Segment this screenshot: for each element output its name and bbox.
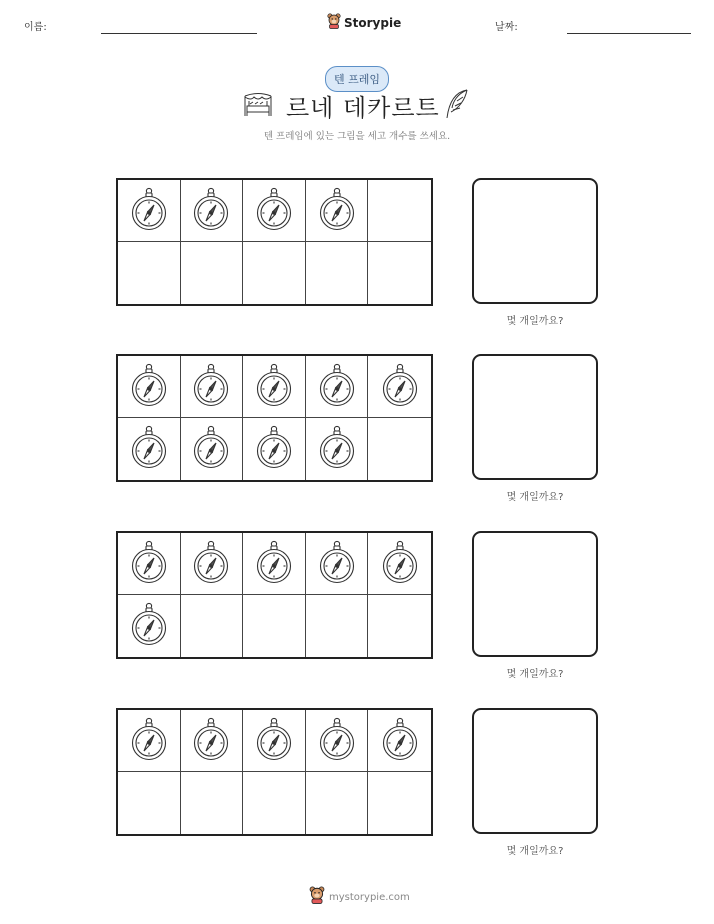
answer-box[interactable]: [472, 354, 598, 480]
quill-feather-icon: [443, 88, 471, 126]
ten-frame: [116, 531, 433, 659]
ten-frame-cell: [243, 595, 306, 657]
footer: [309, 886, 410, 908]
ten-frame-cell: [118, 533, 181, 595]
compass-icon: [254, 363, 294, 411]
ten-frame-cell: [243, 772, 306, 834]
ten-frame: [116, 178, 433, 306]
ten-frame-cell: [243, 710, 306, 772]
canopy-bed-icon: [242, 92, 274, 122]
compass-icon: [191, 425, 231, 473]
instructions: 텐 프레임에 있는 그림을 세고 개수를 쓰세요.: [263, 131, 451, 142]
compass-icon: [317, 363, 357, 411]
ten-frame-cell: [243, 180, 306, 242]
ten-frame-cell: [368, 772, 431, 834]
topic-pill: 텐 프레임: [325, 66, 389, 92]
question-label: 몇 개일까요?: [506, 492, 564, 503]
compass-icon: [380, 363, 420, 411]
compass-icon: [380, 540, 420, 588]
footer-url: mystorypie.com: [329, 891, 410, 903]
compass-icon: [317, 187, 357, 235]
ten-frame-cell: [368, 418, 431, 480]
ten-frame-cell: [306, 242, 369, 304]
ten-frame-cell: [181, 356, 244, 418]
compass-icon: [129, 187, 169, 235]
ten-frame: [116, 708, 433, 836]
ten-frame-cell: [368, 356, 431, 418]
ten-frame-cell: [181, 710, 244, 772]
question-label: 몇 개일까요?: [506, 846, 564, 857]
ten-frame-cell: [181, 418, 244, 480]
bear-icon: [327, 13, 341, 33]
ten-frame-cell: [181, 242, 244, 304]
ten-frame-cell: [118, 772, 181, 834]
compass-icon: [129, 540, 169, 588]
ten-frame-cell: [306, 356, 369, 418]
ten-frame-cell: [243, 418, 306, 480]
compass-icon: [254, 187, 294, 235]
ten-frame-cell: [306, 418, 369, 480]
compass-icon: [254, 540, 294, 588]
ten-frame-cell: [306, 595, 369, 657]
name-field[interactable]: [101, 33, 257, 34]
brand-name: Storypie: [344, 16, 402, 30]
brand-logo: [327, 13, 401, 33]
ten-frame-cell: [181, 533, 244, 595]
ten-frame-cell: [243, 242, 306, 304]
ten-frame-cell: [368, 242, 431, 304]
ten-frame-cell: [118, 356, 181, 418]
ten-frame-cell: [306, 710, 369, 772]
compass-icon: [191, 187, 231, 235]
ten-frame-cell: [306, 533, 369, 595]
ten-frame-cell: [181, 595, 244, 657]
ten-frame-cell: [118, 595, 181, 657]
ten-frame-cell: [368, 180, 431, 242]
ten-frame-cell: [118, 710, 181, 772]
ten-frame-cell: [118, 180, 181, 242]
ten-frame-cell: [243, 356, 306, 418]
ten-frame-cell: [368, 533, 431, 595]
compass-icon: [129, 425, 169, 473]
ten-frame-cell: [181, 180, 244, 242]
compass-icon: [254, 425, 294, 473]
ten-frame-cell: [118, 418, 181, 480]
answer-box[interactable]: [472, 531, 598, 657]
compass-icon: [191, 540, 231, 588]
ten-frame-cell: [306, 772, 369, 834]
ten-frame-cell: [368, 595, 431, 657]
compass-icon: [317, 425, 357, 473]
compass-icon: [317, 540, 357, 588]
date-label: 날짜:: [495, 22, 518, 33]
ten-frame-cell: [243, 533, 306, 595]
ten-frame-cell: [181, 772, 244, 834]
question-label: 몇 개일까요?: [506, 669, 564, 680]
question-label: 몇 개일까요?: [506, 316, 564, 327]
compass-icon: [254, 717, 294, 765]
ten-frame: [116, 354, 433, 482]
answer-box[interactable]: [472, 708, 598, 834]
name-label: 이름:: [24, 22, 47, 33]
compass-icon: [380, 717, 420, 765]
answer-box[interactable]: [472, 178, 598, 304]
ten-frame-cell: [368, 710, 431, 772]
compass-icon: [317, 717, 357, 765]
page-title: 르네 데카르트: [286, 94, 440, 122]
compass-icon: [191, 717, 231, 765]
compass-icon: [129, 602, 169, 650]
ten-frame-cell: [306, 180, 369, 242]
compass-icon: [191, 363, 231, 411]
bear-icon: [309, 886, 325, 908]
compass-icon: [129, 717, 169, 765]
ten-frame-cell: [118, 242, 181, 304]
compass-icon: [129, 363, 169, 411]
date-field[interactable]: [567, 33, 691, 34]
